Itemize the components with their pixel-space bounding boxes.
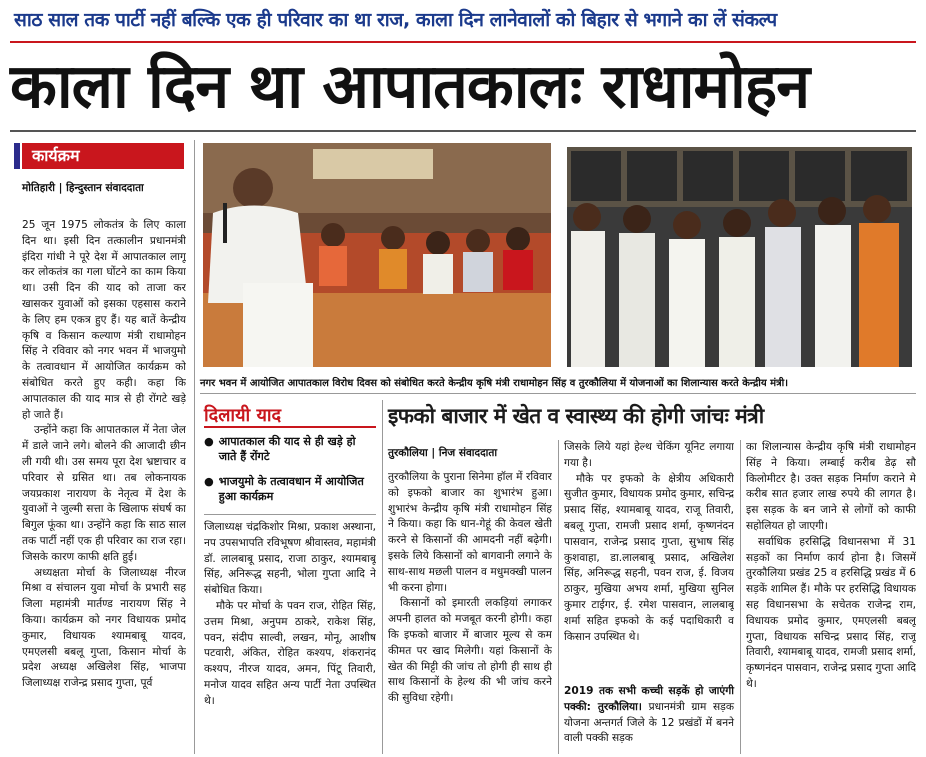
bullet-item: [204, 474, 376, 504]
story2-subhead-block: [564, 684, 734, 747]
headline-divider: [10, 130, 916, 132]
kicker-headline: साठ साल तक पार्टी नहीं बल्कि एक ही परिवार का था राज, काला दिन लानेवालों को बिहार से भगाने का लें संकल्प: [14, 9, 777, 31]
caption-divider: [200, 393, 916, 394]
paragraph: मौके पर मोर्चा के पवन राज, रोहित सिंह, उत्तम मिश्रा, अनुपम ठाकरे, राकेश सिंह, पवन, संदीप साल्वी, लखन, मोनू, आशीष पटवारी, अंकित, रोहित कश्यप, शंकरानंद कश्यप, नीरज यादव, अमन, पिंटू तिवारी, मनोज यादव सहित अन्य पार्टी नेता उपस्थित थे।: [204, 599, 376, 707]
bullet-item: [204, 434, 376, 464]
bullet-text: आपातकाल की याद से ही खड़े हो जाते हैं रोंगटे: [218, 435, 356, 463]
main-headline: काला दिन था आपातकालः राधामोहन: [10, 51, 810, 122]
photo-minister-speaking: [203, 143, 551, 367]
paragraph: का शिलान्यास केन्द्रीय कृषि मंत्री राधामोहन सिंह ने किया। लम्बाई करीब डेढ़ सौ किलोमीटर है। उक्त सड़क निर्माण कराने मे करीब सात हजार लाख रुपये की लागत है। इस सड़क के बन जाने से लोगों को काफी सहोलियत हो जाएगी।: [746, 441, 916, 532]
column-divider: [740, 440, 741, 754]
photo-foundation-stone: [567, 147, 912, 367]
story2-column-a: [388, 470, 552, 754]
story2-column-b: [564, 440, 734, 680]
paragraph: 25 जून 1975 लोकतंत्र के लिए काला दिन था। इसी दिन तत्कालीन प्रधानमंत्री इंदिरा गांधी ने पूरे देश में आपातकाल लागू कर लोकतंत्र का गला घोंटने का काम किया था। उसी दिन की याद को ताजा कर खासकर युवाओं को इसका एहसास कराने के लिए हम एकत्र हुए हैं। यह बातें केन्द्रीय कृषि व किसान कल्याण मंत्री राधामोहन सिंह ने रविवार को नगर भवन में भाजयुमो के तत्वावधान में आयोजित कार्यक्रम को संबोधित करते हुए कही। कहा कि आपातकाल की याद मात्र से ही रोंगटे खड़े हो जाते हैं।: [22, 219, 186, 421]
paragraph: उन्होंने कहा कि आपातकाल में नेता जेल में डाले जाने लगे। बोलने की आजादी छीन ली गयी थी। उस समय पूरा देश भ्रष्टाचार व परिवार से ग्रसित था। तब लोकनायक जयप्रकाश नारायण के नेतृत्व में देश के युवाओं ने जुल्मी सत्ता के खिलाफ संघर्ष का बिगुल फूंका था। उन्होंने कहा कि साठ साल तक पार्टी नहीं एक ही परिवार का राज रहा। जिसके कारण काफी क्षति हुई।: [22, 424, 186, 563]
paragraph: किसानों को इमारती लकड़ियां लगाकर अपनी हालत को मजबूत करनी होगी। कहा कि इफको बाजार में बाजार मूल्य से कम कीमत पर खाद मिलेगी। यहां किसानों के खेत की मिट्टी की जांच तो होगी ही साथ ही साथ किसानों के हेल्थ की भी जांच करने की सुविधा रहेगी।: [388, 597, 552, 705]
story2-dateline: तुरकौलिया | निज संवाददाता: [388, 447, 498, 459]
story-column-2: [204, 520, 376, 752]
story-column-1: [22, 218, 186, 754]
sidebar-divider: [204, 426, 376, 428]
story2-subhead: 2019 तक सभी कच्ची सड़कें हो जाएंगी पक्की: तुरकौलिया।: [564, 685, 734, 713]
bullet-text: भाजयुमो के तत्वावधान में आयोजित हुआ कार्यक्रम: [218, 475, 364, 503]
column-divider: [382, 400, 383, 754]
paragraph: जिलाध्यक्ष चंद्रकिशोर मिश्रा, प्रकाश अस्थाना, नप उपसभापति रविभूषण श्रीवास्तव, महामंत्री डॉ. लालबाबू प्रसाद, राजा ठाकुर, श्यामबाबू सिंह, अनिरूद्ध सहनी, भोला गुप्ता आदि ने संबोधित किया।: [204, 521, 376, 597]
column-divider: [194, 140, 195, 754]
paragraph: तुरकौलिया के पुराना सिनेमा हॉल में रविवार को इफको बाजार का शुभारंभ हुआ। शुभारंभ केन्द्रीय कृषि मंत्री राधामोहन सिंह ने किया। कहा कि धान-गेहूं की केवल खेती करने से किसानों की आमदनी नहीं बढ़ेगी। इसके लिये किसानों को बागवानी लगाने के साथ-साथ मछली पालन व मधुमक्खी पालन भी करना होगा।: [388, 471, 552, 594]
photo-caption: नगर भवन में आयोजित आपातकाल विरोध दिवस को संबोधित करते केन्द्रीय कृषि मंत्री राधामोहन सिंह व तुरकौलिया में योजनाओं का शिलान्यास करते केन्द्रीय मंत्री।: [200, 378, 789, 389]
paragraph: मौके पर इफको के क्षेत्रीय अधिकारी सुजीत कुमार, विधायक प्रमोद कुमार, सचिन्द्र प्रसाद सिंह, श्यामबाबू यादव, राजू तिवारी, बबलू गुप्ता, रामजी प्रसाद शर्मा, कृष्णनंदन पासवान, राजेन्द्र प्रसाद गुप्ता, सुभाष सिंह कुशवाहा, डा.लालबाबू प्रसाद, अखिलेश सिंह, अनिरूद्ध सहनी, पवन राज, ई. विजय ठाकुर, मुखिया अभय शर्मा, मुखिया सुनिल कुमार टाईगर, ई. रमेश पासवान, लालबाबू शर्मा सहित इफको के कई पदाधिकारी व किसान उपस्थित थे।: [564, 472, 734, 643]
story2-column-c: [746, 440, 916, 754]
paragraph: जिसके लिये यहां हेल्थ चेकिंग यूनिट लगाया गया है।: [564, 441, 734, 469]
story2-headline: इफको बाजार में खेत व स्वास्थ्य की होगी जांचः मंत्री: [388, 404, 764, 428]
section-tag-accent: [14, 143, 20, 169]
sidebar-heading: दिलायी याद: [204, 405, 282, 426]
dateline: मोतिहारी | हिन्दुस्तान संवाददाता: [22, 182, 144, 194]
paragraph: सर्वाधिक हरसिद्धि विधानसभा में 31 सड़कों का निर्माण कार्य होना है। जिसमें तुरकौलिया प्रखंड 25 व हरसिद्धि प्रखंड में 6 सड़कें शामिल हैं। मौके पर हरसिद्धि विधायक सह विधानसभा के सचेतक राजेन्द्र राम, विधायक प्रमोद कुमार, एमएलसी बबलू गुप्ता, विधायक सचिन्द्र प्रसाद सिंह, राजू तिवारी, श्यामबाबू यादव, रामजी प्रसाद शर्मा, कृष्णनंदन पासवान, राजेन्द्र प्रसाद गुप्ता आदि थे।: [746, 535, 916, 690]
paragraph: अध्यक्षता मोर्चा के जिलाध्यक्ष नीरज मिश्रा व संचालन युवा मोर्चा के प्रभारी सह जिला महामंत्री मार्तण्ड नारायण सिंह ने किया। कार्यक्रम को नगर विधायक प्रमोद कुमार, विधायक श्यामबाबू यादव, एमएलसी बबलू गुप्ता, किसान मोर्चा के प्रदेश अध्यक्ष अखिलेश सिंह, भाजपा जिलाध्यक्ष राजेन्द्र प्रसाद गुप्ता, पूर्व: [22, 566, 186, 690]
bullet-dot-icon: ●: [204, 435, 214, 448]
sidebar-bullets: [204, 434, 376, 504]
column-divider: [558, 440, 559, 754]
sidebar-bottom-divider: [204, 514, 376, 515]
story2-subhead-text: प्रधानमंत्री ग्राम सड़क योजना अन्तगर्त जिले के 12 प्रखंडों में बनने वाली पक्की सड़क: [564, 700, 734, 745]
section-tag-label: कार्यक्रम: [32, 146, 80, 165]
bullet-dot-icon: ●: [204, 475, 214, 488]
kicker-divider: [10, 41, 916, 43]
